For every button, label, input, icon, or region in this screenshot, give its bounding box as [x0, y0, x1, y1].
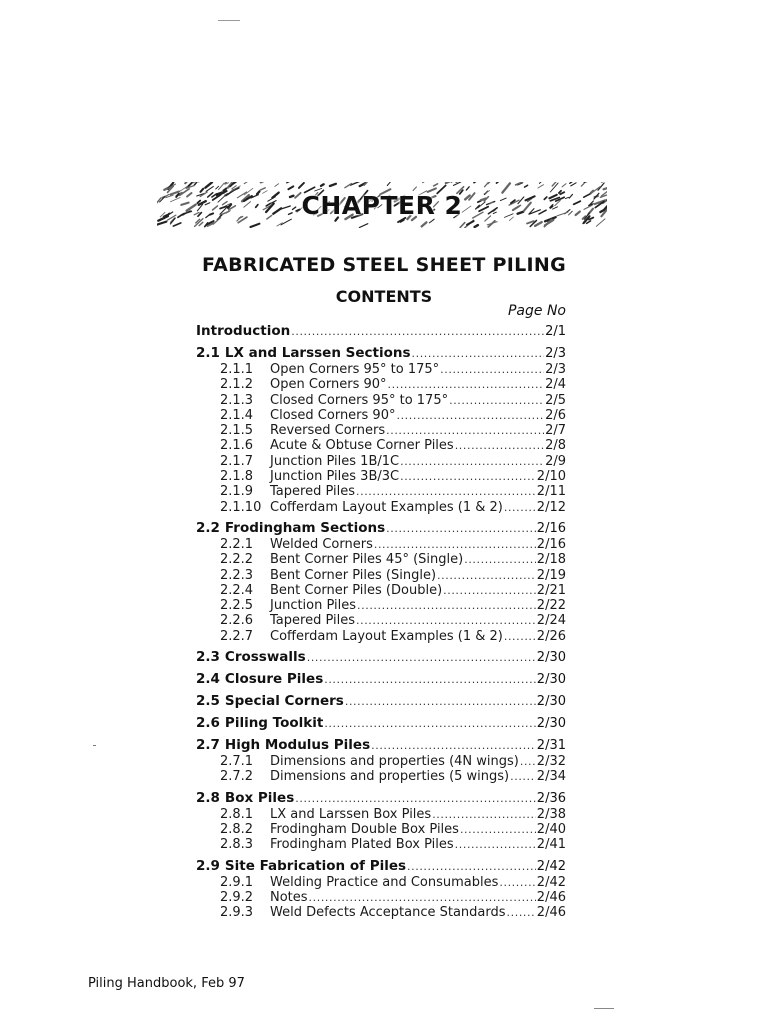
toc-leader-dots	[374, 537, 536, 552]
toc-entry-label: LX and Larssen Box Piles	[270, 806, 432, 822]
toc-entry-page: 2/32	[536, 754, 566, 770]
toc-leader-dots	[460, 822, 536, 837]
toc-section-entry	[196, 857, 566, 875]
toc-entry-label: Bent Corner Piles (Single)	[270, 567, 437, 583]
toc-entry-label: Tapered Piles	[270, 484, 355, 500]
toc-entry-label: Junction Piles	[270, 598, 357, 614]
toc-section-entry	[196, 714, 566, 732]
toc-leader-dots	[499, 875, 535, 890]
toc-entry-number: 2.7	[196, 737, 220, 754]
toc-entry-number: 2.8.1	[220, 806, 254, 822]
toc-entry-label: Open Corners 95° to 175°	[270, 362, 440, 377]
toc-entry-page: 2/9	[545, 453, 566, 469]
toc-leader-dots	[455, 438, 544, 453]
toc-entry-number: 2.1.2	[220, 377, 254, 393]
toc-entry-label: Reversed Corners	[270, 423, 386, 439]
toc-entry-label: Welded Corners	[270, 536, 373, 552]
page-no-heading: Page No	[507, 303, 566, 319]
toc-section-entry	[196, 648, 566, 666]
toc-subsection-entry	[196, 769, 566, 784]
chapter-banner	[157, 182, 607, 228]
toc-entry-number: 2.1.1	[220, 362, 254, 377]
toc-leader-dots	[291, 323, 544, 340]
toc-entry-label: Open Corners 90°	[270, 377, 387, 393]
toc-section-entry	[196, 692, 566, 710]
toc-section-entry	[196, 789, 566, 807]
toc-leader-dots	[432, 807, 536, 822]
toc-section-entry	[196, 519, 566, 537]
toc-leader-dots	[400, 454, 544, 469]
scan-artifact-line	[218, 20, 240, 21]
toc-entry-label: Acute & Obtuse Corner Piles	[270, 438, 454, 454]
toc-entry-page: 2/6	[545, 407, 566, 423]
toc-leader-dots	[356, 484, 536, 499]
toc-entry-label: Closed Corners 95° to 175°	[270, 392, 449, 408]
toc-leader-dots	[464, 552, 536, 567]
toc-entry-page: 2/26	[536, 628, 566, 644]
toc-entry-label: High Modulus Piles	[224, 737, 371, 754]
toc-entry-page: 2/24	[536, 613, 566, 629]
toc-subsection-entry	[196, 890, 566, 905]
toc-subsection-entry	[196, 583, 566, 598]
toc-entry-page: 2/40	[536, 821, 566, 837]
toc-entry-label: Closed Corners 90°	[270, 407, 396, 423]
table-of-contents	[196, 322, 566, 920]
toc-entry-label: Site Fabrication of Piles	[224, 857, 407, 874]
toc-entry-number: 2.5	[196, 693, 220, 710]
toc-leader-dots	[443, 583, 536, 598]
toc-entry-number: 2.2.4	[220, 582, 254, 598]
toc-subsection-entry	[196, 438, 566, 453]
toc-entry-page: 2/16	[536, 536, 566, 552]
toc-subsection-entry	[196, 537, 566, 552]
toc-entry-page: 2/21	[536, 582, 566, 598]
toc-entry-label: Frodingham Sections	[224, 519, 386, 536]
toc-entry-number: 2.2.7	[220, 628, 254, 644]
toc-entry-label: Piling Toolkit	[224, 715, 324, 732]
toc-entry-page: 2/8	[545, 438, 566, 454]
toc-subsection-entry	[196, 754, 566, 769]
toc-entry-page: 2/4	[545, 377, 566, 393]
toc-entry-number: 2.8	[196, 789, 220, 806]
toc-entry-label: Frodingham Double Box Piles	[270, 821, 459, 837]
toc-subsection-entry	[196, 598, 566, 613]
toc-entry-page: 2/41	[536, 837, 566, 853]
toc-leader-dots	[307, 649, 536, 666]
page-footer: Piling Handbook, Feb 97	[88, 976, 245, 991]
toc-entry-label: Crosswalls	[224, 649, 306, 666]
toc-entry-page: 2/30	[536, 650, 566, 666]
toc-entry-number: 2.1	[196, 345, 220, 361]
toc-entry-page: 2/36	[536, 790, 566, 806]
toc-entry-page: 2/16	[536, 520, 566, 536]
toc-entry-number: 2.9.2	[220, 889, 254, 905]
toc-entry-label: Box Piles	[224, 789, 295, 806]
toc-entry-number: 2.1.10	[220, 499, 262, 515]
toc-leader-dots	[386, 520, 536, 537]
toc-entry-number: 2.2	[196, 519, 220, 536]
toc-leader-dots	[412, 345, 545, 362]
toc-entry-page: 2/42	[536, 874, 566, 890]
toc-subsection-entry	[196, 613, 566, 628]
toc-entry-label: Notes	[270, 889, 308, 905]
toc-subsection-entry	[196, 807, 566, 822]
toc-entry-number: 2.1.8	[220, 469, 254, 485]
toc-leader-dots	[388, 377, 545, 392]
toc-entry-page: 2/30	[536, 716, 566, 732]
toc-entry-page: 2/30	[536, 672, 566, 688]
toc-leader-dots	[324, 715, 535, 732]
toc-entry-page: 2/3	[545, 362, 566, 377]
toc-entry-number: 2.9.1	[220, 874, 254, 890]
chapter-label: CHAPTER 2	[301, 190, 463, 220]
toc-entry-number: 2.9.3	[220, 905, 254, 921]
toc-leader-dots	[324, 671, 536, 688]
toc-entry-number: 2.7.1	[220, 754, 254, 770]
toc-leader-dots	[440, 362, 544, 377]
toc-entry-number: 2.4	[196, 671, 220, 688]
toc-entry-number: 2.7.2	[220, 769, 254, 785]
toc-entry-page: 2/46	[536, 889, 566, 905]
scan-artifact-line	[594, 1008, 614, 1009]
toc-subsection-entry	[196, 568, 566, 583]
contents-heading: CONTENTS	[335, 287, 433, 306]
toc-section-entry	[196, 344, 566, 362]
toc-subsection-entry	[196, 905, 566, 920]
toc-leader-dots	[356, 613, 536, 628]
toc-entry-page: 2/34	[536, 769, 566, 785]
toc-entry-page: 2/1	[545, 324, 566, 339]
toc-entry-page: 2/42	[536, 858, 566, 874]
toc-entry-number: 2.2.1	[220, 536, 254, 552]
scan-artifact-dot	[93, 745, 96, 746]
toc-entry-page: 2/31	[536, 738, 566, 754]
toc-entry-number: 2.1.9	[220, 484, 254, 500]
toc-leader-dots	[345, 693, 536, 710]
toc-entry-number: 2.6	[196, 715, 220, 732]
toc-entry-page: 2/3	[545, 346, 566, 361]
toc-leader-dots	[455, 837, 536, 852]
toc-entry-label: Special Corners	[224, 693, 344, 710]
toc-entry-number: 2.1.4	[220, 407, 254, 423]
toc-subsection-entry	[196, 875, 566, 890]
toc-leader-dots	[396, 408, 544, 423]
toc-entry-label: Introduction	[196, 323, 291, 339]
toc-section-entry	[196, 736, 566, 754]
toc-entry-number: 2.8.2	[220, 821, 254, 837]
toc-leader-dots	[407, 858, 536, 875]
toc-leader-dots	[295, 790, 536, 807]
toc-entry-number: 2.1.7	[220, 453, 254, 469]
toc-entry-label: Frodingham Plated Box Piles	[270, 837, 454, 853]
toc-entry-number: 2.2.6	[220, 613, 254, 629]
toc-leader-dots	[309, 890, 536, 905]
toc-leader-dots	[437, 568, 536, 583]
toc-entry-number: 2.2.2	[220, 552, 254, 568]
toc-subsection-entry	[196, 423, 566, 438]
toc-entry-label: Weld Defects Acceptance Standards	[270, 905, 506, 921]
toc-subsection-entry	[196, 552, 566, 567]
toc-entry-number: 2.2.5	[220, 598, 254, 614]
toc-entry-label: Tapered Piles	[270, 613, 355, 629]
toc-leader-dots	[357, 598, 536, 613]
toc-entry-page: 2/10	[536, 469, 566, 485]
toc-subsection-entry	[196, 469, 566, 484]
toc-entry-label: Closure Piles	[224, 671, 324, 688]
toc-section-entry	[196, 322, 566, 340]
toc-subsection-entry	[196, 837, 566, 852]
toc-entry-number: 2.1.5	[220, 423, 254, 439]
toc-leader-dots	[510, 769, 536, 784]
toc-leader-dots	[507, 905, 536, 920]
toc-entry-page: 2/5	[545, 392, 566, 408]
toc-leader-dots	[449, 393, 544, 408]
toc-entry-number: 2.8.3	[220, 837, 254, 853]
toc-entry-label: Welding Practice and Consumables	[270, 874, 499, 890]
toc-subsection-entry	[196, 454, 566, 469]
toc-entry-label: Cofferdam Layout Examples (1 & 2)	[270, 628, 503, 644]
toc-entry-label: Bent Corner Piles (Double)	[270, 582, 443, 598]
toc-entry-page: 2/22	[536, 598, 566, 614]
toc-leader-dots	[400, 469, 536, 484]
toc-leader-dots	[504, 500, 536, 515]
toc-entry-label: Cofferdam Layout Examples (1 & 2)	[270, 499, 503, 515]
toc-leader-dots	[371, 737, 536, 754]
toc-entry-page: 2/19	[536, 567, 566, 583]
page-title: FABRICATED STEEL SHEET PILING	[202, 254, 566, 276]
toc-subsection-entry	[196, 393, 566, 408]
toc-entry-label: Junction Piles 3B/3C	[270, 469, 400, 485]
toc-entry-label: LX and Larssen Sections	[224, 345, 411, 361]
toc-entry-label: Dimensions and properties (4N wings)	[270, 754, 519, 770]
toc-leader-dots	[520, 754, 536, 769]
toc-entry-page: 2/11	[536, 484, 566, 500]
toc-entry-label: Bent Corner Piles 45° (Single)	[270, 552, 464, 568]
toc-subsection-entry	[196, 377, 566, 392]
toc-leader-dots	[504, 629, 536, 644]
toc-subsection-entry	[196, 500, 566, 515]
toc-entry-number: 2.1.3	[220, 392, 254, 408]
toc-subsection-entry	[196, 629, 566, 644]
toc-entry-page: 2/7	[545, 423, 566, 439]
toc-entry-label: Dimensions and properties (5 wings)	[270, 769, 510, 785]
toc-leader-dots	[386, 423, 544, 438]
toc-subsection-entry	[196, 484, 566, 499]
toc-entry-page: 2/18	[536, 552, 566, 568]
toc-subsection-entry	[196, 408, 566, 423]
toc-entry-page: 2/38	[536, 806, 566, 822]
toc-entry-number: 2.1.6	[220, 438, 254, 454]
toc-entry-page: 2/12	[536, 499, 566, 515]
toc-entry-page: 2/30	[536, 694, 566, 710]
toc-section-entry	[196, 670, 566, 688]
toc-subsection-entry	[196, 362, 566, 377]
toc-entry-page: 2/46	[536, 905, 566, 921]
toc-entry-number: 2.9	[196, 857, 220, 874]
toc-entry-label: Junction Piles 1B/1C	[270, 453, 400, 469]
toc-subsection-entry	[196, 822, 566, 837]
toc-entry-number: 2.3	[196, 649, 220, 666]
toc-entry-number: 2.2.3	[220, 567, 254, 583]
